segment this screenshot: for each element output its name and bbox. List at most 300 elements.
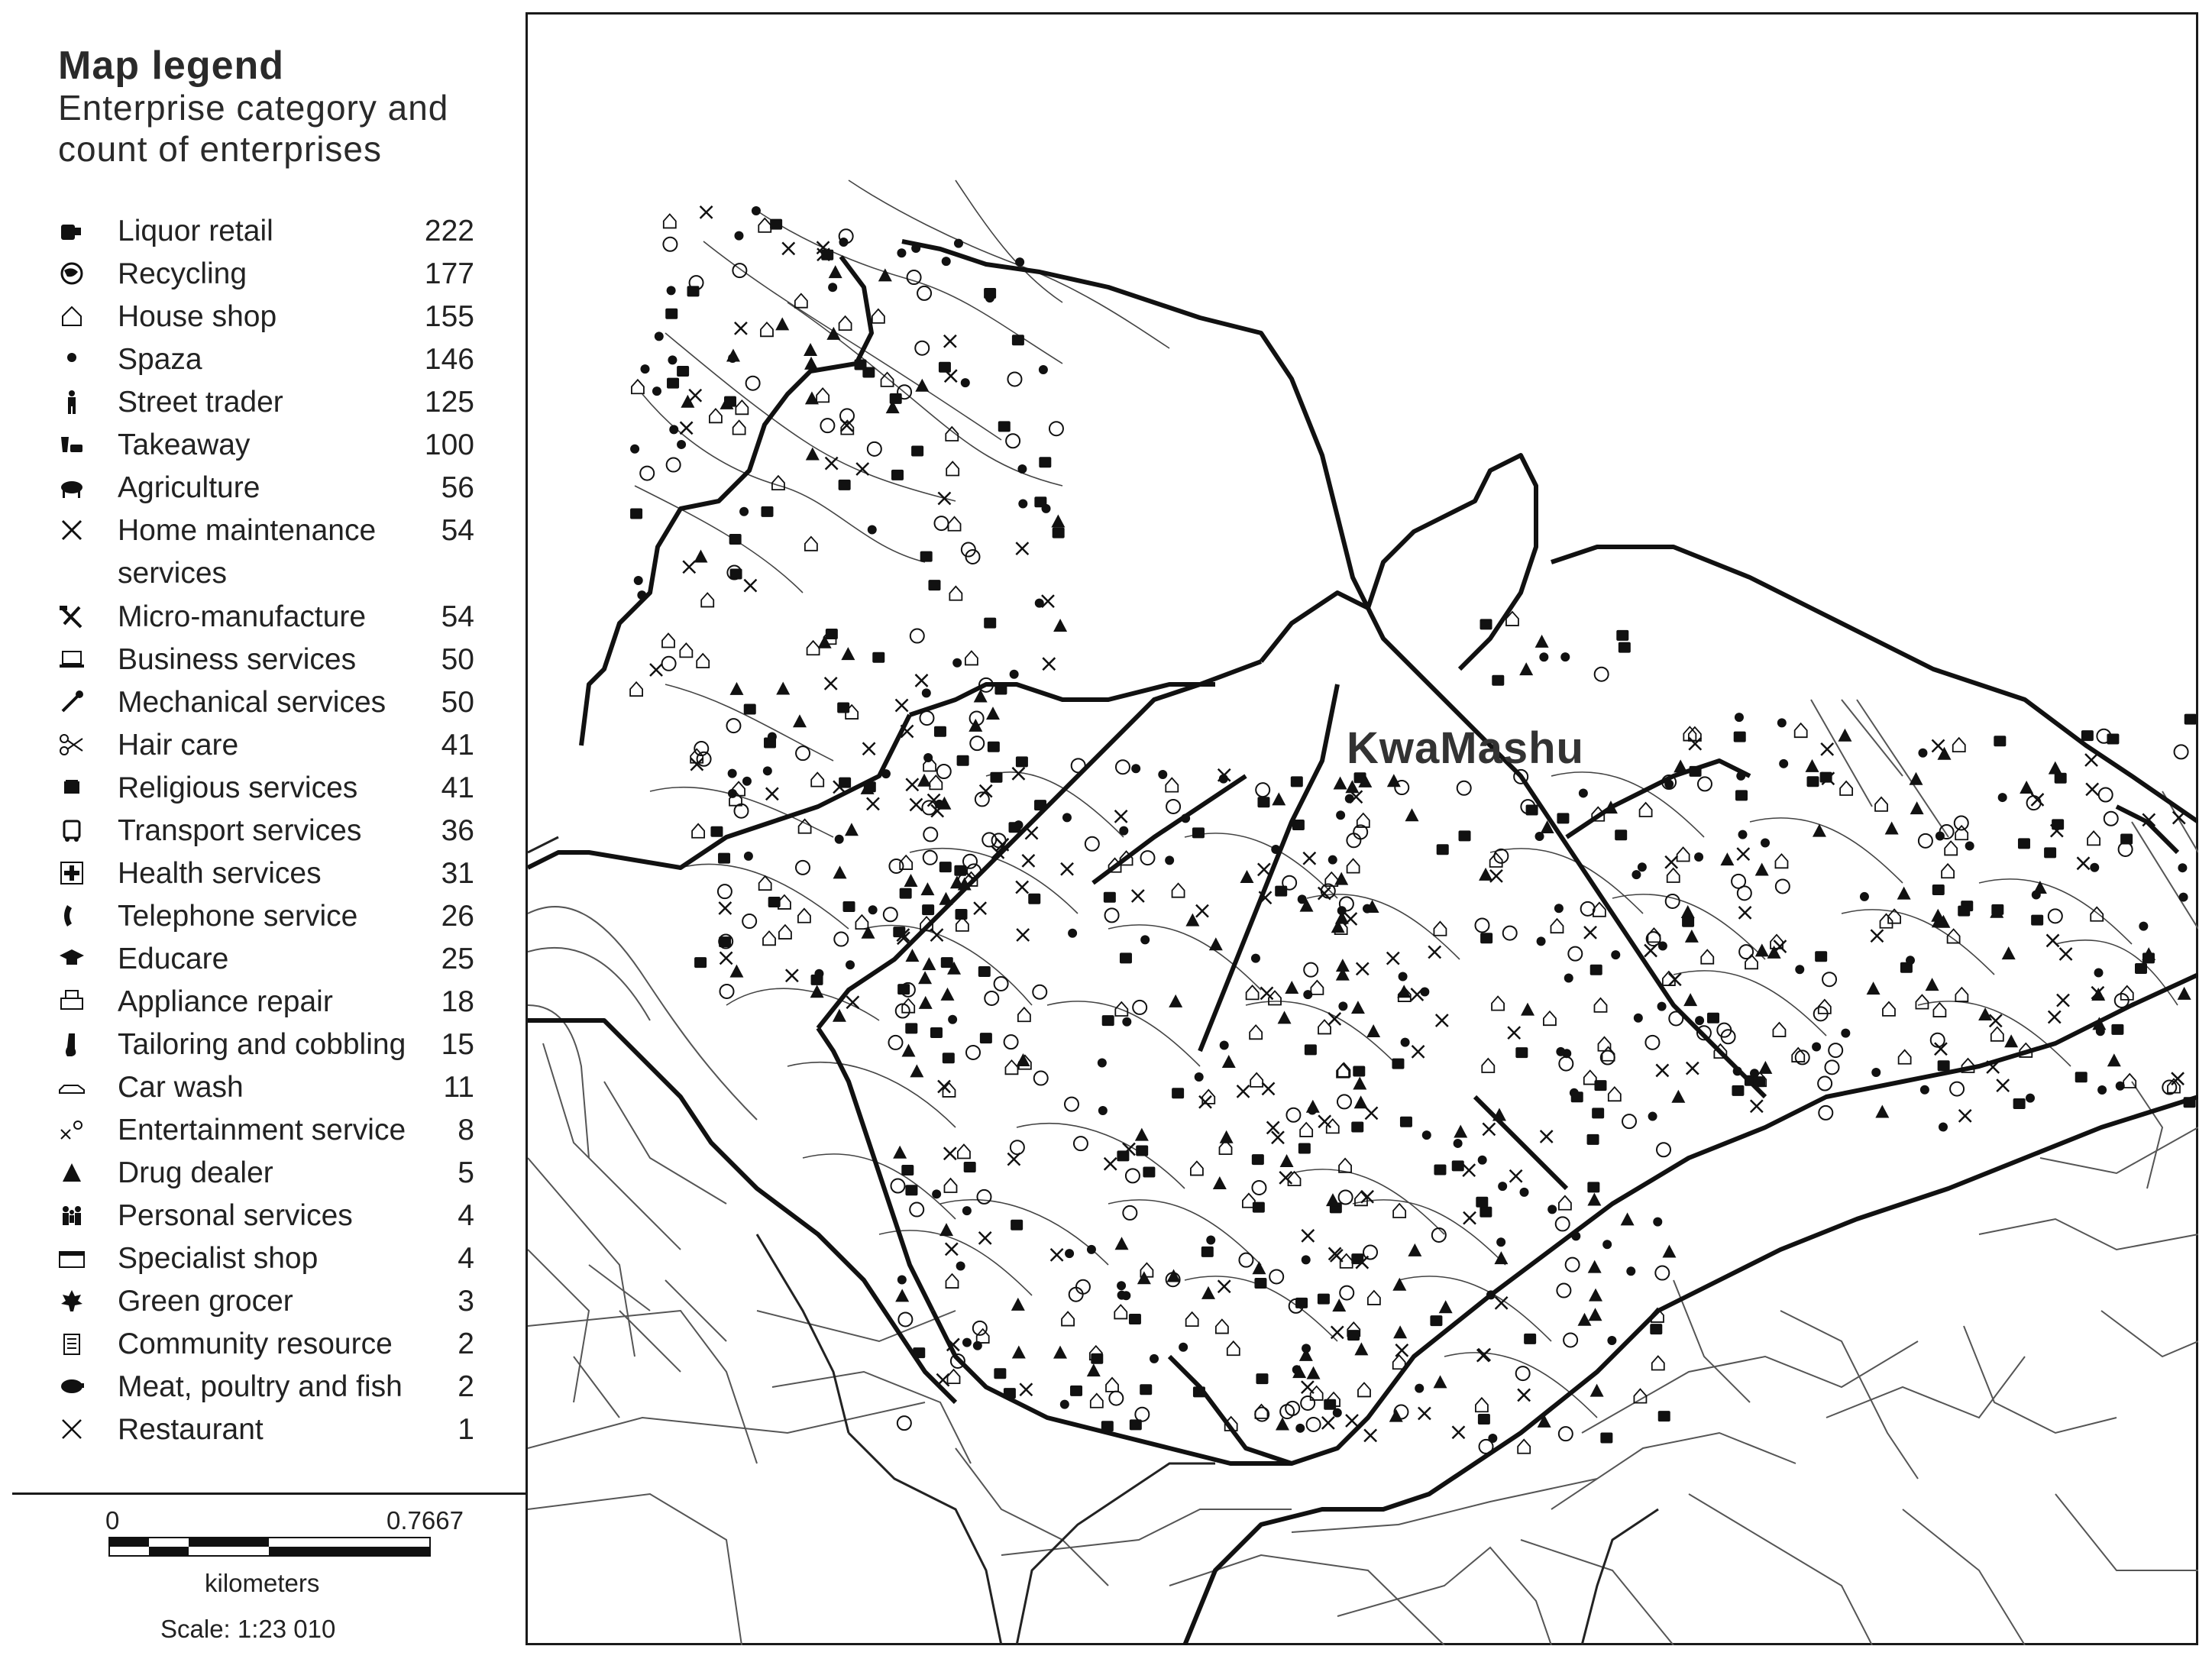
enterprise-symbol bbox=[1653, 1218, 1662, 1227]
enterprise-symbol bbox=[2139, 922, 2148, 931]
enterprise-symbol bbox=[1658, 1411, 1670, 1421]
enterprise-symbol bbox=[1568, 947, 1582, 961]
enterprise-symbol bbox=[1339, 1191, 1353, 1205]
enterprise-symbol bbox=[2026, 1094, 2035, 1103]
enterprise-symbol bbox=[896, 700, 908, 712]
enterprise-symbol bbox=[640, 364, 649, 374]
enterprise-symbol bbox=[1622, 1114, 1636, 1128]
enterprise-symbol bbox=[718, 853, 730, 864]
legend-item-count: 11 bbox=[443, 1071, 474, 1104]
enterprise-symbol bbox=[970, 736, 984, 750]
enterprise-symbol bbox=[1595, 668, 1609, 681]
enterprise-symbol bbox=[1518, 1440, 1530, 1454]
enterprise-symbol bbox=[2094, 969, 2104, 978]
enterprise-symbol bbox=[939, 1223, 953, 1236]
enterprise-symbol bbox=[2078, 857, 2090, 869]
enterprise-symbol bbox=[2119, 842, 2133, 856]
enterprise-symbol bbox=[973, 1341, 982, 1350]
enterprise-symbol bbox=[758, 218, 771, 232]
enterprise-symbol bbox=[1340, 897, 1353, 910]
enterprise-symbol bbox=[1053, 528, 1065, 538]
enterprise-symbol bbox=[1271, 845, 1280, 854]
enterprise-symbol bbox=[839, 238, 848, 247]
enterprise-symbol bbox=[1806, 759, 1819, 772]
enterprise-symbol bbox=[890, 393, 902, 404]
legend-item-count: 146 bbox=[424, 343, 474, 376]
enterprise-symbol bbox=[979, 1232, 991, 1244]
map-canvas[interactable] bbox=[528, 12, 2198, 1645]
legend-item-label: Micro-manufacture bbox=[118, 600, 367, 633]
enterprise-symbol bbox=[1632, 870, 1641, 879]
enterprise-symbol bbox=[872, 309, 884, 323]
enterprise-symbol bbox=[1255, 1405, 1267, 1418]
enterprise-symbol bbox=[1252, 1181, 1266, 1195]
enterprise-symbol bbox=[1250, 1073, 1263, 1087]
enterprise-symbol bbox=[1510, 1170, 1522, 1182]
enterprise-symbol bbox=[2049, 1011, 2061, 1023]
enterprise-symbol bbox=[1257, 797, 1269, 807]
enterprise-symbol bbox=[1598, 1037, 1610, 1051]
enterprise-symbol bbox=[1120, 952, 1132, 963]
enterprise-symbol bbox=[1658, 941, 1667, 950]
enterprise-symbol bbox=[2173, 812, 2185, 824]
enterprise-symbol bbox=[1815, 951, 1827, 962]
enterprise-symbol bbox=[1751, 1100, 1763, 1112]
enterprise-symbol bbox=[1773, 1023, 1785, 1036]
enterprise-symbol bbox=[1492, 997, 1504, 1011]
enterprise-symbol bbox=[1737, 848, 1749, 860]
enterprise-symbol bbox=[1994, 736, 2006, 746]
enterprise-symbol bbox=[1480, 619, 1492, 629]
enterprise-symbol bbox=[1665, 856, 1677, 868]
enterprise-symbol bbox=[1004, 1035, 1018, 1049]
enterprise-symbol bbox=[1720, 852, 1734, 865]
enterprise-symbol bbox=[1061, 863, 1073, 875]
enterprise-symbol bbox=[1347, 1330, 1360, 1340]
enterprise-symbol bbox=[1619, 642, 1631, 653]
enterprise-symbol bbox=[1020, 1383, 1032, 1395]
legend-item-label: Restaurant bbox=[118, 1413, 264, 1446]
legend-panel bbox=[12, 12, 528, 1645]
enterprise-symbol bbox=[1734, 732, 1746, 742]
enterprise-symbol bbox=[1454, 1139, 1463, 1148]
legend-item bbox=[12, 983, 528, 1026]
enterprise-symbol bbox=[776, 682, 790, 695]
legend-item bbox=[12, 426, 528, 469]
enterprise-symbol bbox=[905, 1023, 917, 1033]
enterprise-symbol bbox=[1634, 1389, 1646, 1403]
enterprise-symbol bbox=[1657, 1002, 1667, 1011]
enterprise-symbol bbox=[891, 1179, 904, 1193]
enterprise-symbol bbox=[710, 409, 722, 422]
enterprise-symbol bbox=[915, 341, 929, 355]
enterprise-symbol bbox=[1919, 834, 1932, 848]
legend-item-count: 1 bbox=[458, 1413, 474, 1446]
enterprise-symbol bbox=[948, 1015, 957, 1024]
legend-item bbox=[12, 255, 528, 298]
enterprise-symbol bbox=[1932, 739, 1945, 752]
enterprise-symbol bbox=[1938, 747, 1952, 760]
legend-item-count: 26 bbox=[441, 900, 474, 933]
enterprise-symbol bbox=[1434, 1165, 1446, 1176]
enterprise-symbol bbox=[1602, 1047, 1615, 1061]
enterprise-symbol bbox=[964, 1162, 976, 1172]
enterprise-symbol bbox=[1579, 788, 1588, 797]
enterprise-symbol bbox=[1698, 777, 1712, 791]
enterprise-symbol bbox=[1117, 1281, 1126, 1290]
enterprise-symbol bbox=[710, 826, 723, 837]
enterprise-symbol bbox=[1247, 985, 1259, 999]
enterprise-symbol bbox=[901, 1043, 915, 1056]
enterprise-symbol bbox=[1332, 1298, 1346, 1311]
enterprise-symbol bbox=[1515, 1047, 1528, 1058]
enterprise-symbol bbox=[1049, 422, 1063, 435]
enterprise-symbol bbox=[998, 421, 1011, 432]
legend-item-label: Business services bbox=[118, 643, 357, 676]
enterprise-symbol bbox=[1304, 963, 1318, 977]
entertainment-icon bbox=[57, 1114, 87, 1145]
enterprise-symbol bbox=[650, 664, 662, 676]
enterprise-symbol bbox=[1087, 1245, 1096, 1254]
enterprise-symbol bbox=[2175, 745, 2188, 758]
enterprise-symbol bbox=[1016, 1053, 1030, 1066]
enterprise-symbol bbox=[1116, 760, 1130, 774]
enterprise-symbol bbox=[1483, 1123, 1495, 1135]
legend-item-label: Recycling bbox=[118, 257, 247, 290]
enterprise-symbol bbox=[680, 643, 692, 657]
enterprise-symbol bbox=[1085, 837, 1099, 851]
enterprise-symbol bbox=[1017, 464, 1027, 474]
legend-item-count: 25 bbox=[441, 943, 474, 975]
enterprise-symbol bbox=[1282, 876, 1296, 890]
legend-item-label: Spaza bbox=[118, 343, 202, 376]
enterprise-symbol bbox=[720, 952, 732, 964]
enterprise-symbol bbox=[1034, 800, 1046, 810]
legend-item-label: Meat, poultry and fish bbox=[118, 1370, 403, 1403]
enterprise-symbol bbox=[1701, 950, 1713, 964]
enterprise-symbol bbox=[1302, 1255, 1311, 1264]
enterprise-symbol bbox=[917, 774, 931, 787]
enterprise-symbol bbox=[1006, 434, 1020, 448]
enterprise-symbol bbox=[1547, 1205, 1557, 1214]
enterprise-symbol bbox=[1018, 1007, 1030, 1021]
legend-item bbox=[12, 641, 528, 684]
enterprise-symbol bbox=[1122, 1017, 1131, 1027]
enterprise-symbol bbox=[1140, 851, 1154, 865]
enterprise-symbol bbox=[1735, 713, 1744, 722]
scalebar-bar bbox=[108, 1537, 445, 1558]
enterprise-symbol bbox=[910, 1064, 923, 1077]
enterprise-symbol bbox=[835, 835, 844, 844]
enterprise-symbol bbox=[1899, 1050, 1911, 1064]
enterprise-symbol bbox=[1256, 1373, 1268, 1384]
enterprise-symbol bbox=[1539, 652, 1548, 661]
enterprise-symbol bbox=[1087, 1363, 1101, 1376]
enterprise-symbol bbox=[1965, 841, 1974, 850]
enterprise-symbol bbox=[916, 674, 928, 687]
enterprise-symbol bbox=[1401, 1038, 1410, 1047]
enterprise-symbol bbox=[1201, 1247, 1214, 1257]
enterprise-symbol bbox=[1258, 863, 1270, 875]
place-label-kwamashu: KwaMashu bbox=[1347, 723, 1584, 773]
legend-item-count: 18 bbox=[441, 985, 474, 1018]
enterprise-symbol bbox=[630, 682, 642, 696]
enterprise-symbol bbox=[768, 732, 777, 741]
enterprise-symbol bbox=[1991, 1027, 2003, 1041]
enterprise-symbol bbox=[1292, 1365, 1302, 1374]
legend-item-label: House shop bbox=[118, 300, 277, 333]
enterprise-symbol bbox=[2033, 881, 2047, 894]
enterprise-symbol bbox=[1017, 929, 1029, 941]
legend-item-label: Health services bbox=[118, 857, 322, 890]
enterprise-symbol bbox=[814, 969, 823, 978]
enterprise-symbol bbox=[1366, 1024, 1380, 1037]
enterprise-symbol bbox=[1655, 1266, 1669, 1280]
enterprise-symbol bbox=[1065, 1098, 1079, 1111]
enterprise-symbol bbox=[1609, 1087, 1621, 1101]
enterprise-symbol bbox=[2002, 946, 2016, 959]
enterprise-symbol bbox=[752, 206, 761, 215]
enterprise-symbol bbox=[1206, 1235, 1215, 1244]
enterprise-symbol bbox=[782, 242, 794, 254]
triangle-icon bbox=[57, 1157, 87, 1188]
enterprise-symbol bbox=[1318, 1294, 1330, 1305]
enterprise-symbol bbox=[729, 534, 742, 545]
enterprise-symbol bbox=[1537, 936, 1546, 946]
enterprise-symbol bbox=[1932, 884, 1945, 895]
enterprise-symbol bbox=[1739, 907, 1751, 919]
enterprise-symbol bbox=[977, 1329, 989, 1343]
enterprise-symbol bbox=[1004, 1388, 1016, 1399]
enterprise-symbol bbox=[1648, 1112, 1657, 1121]
enterprise-symbol bbox=[1677, 848, 1690, 862]
enterprise-symbol bbox=[1945, 841, 1957, 855]
enterprise-symbol bbox=[1871, 930, 1883, 942]
enterprise-symbol bbox=[775, 317, 789, 330]
tools-cross-icon bbox=[57, 515, 87, 545]
enterprise-symbol bbox=[796, 861, 810, 875]
enterprise-symbol bbox=[1476, 1398, 1488, 1412]
enterprise-symbol bbox=[1395, 781, 1408, 794]
enterprise-symbol bbox=[1587, 1134, 1599, 1145]
enterprise-symbol bbox=[907, 270, 921, 284]
enterprise-symbol bbox=[1042, 595, 1054, 607]
enterprise-symbol bbox=[988, 742, 1000, 752]
enterprise-symbol bbox=[1150, 1354, 1159, 1363]
enterprise-symbol bbox=[868, 442, 881, 456]
enterprise-symbol bbox=[839, 316, 852, 330]
enterprise-symbol bbox=[1237, 1085, 1250, 1098]
legend-item-label: Specialist shop bbox=[118, 1242, 319, 1275]
enterprise-symbol bbox=[1104, 1158, 1117, 1170]
enterprise-symbol bbox=[1566, 1258, 1580, 1272]
legend-item-count: 56 bbox=[441, 471, 474, 504]
scalebar-unit: kilometers bbox=[205, 1569, 320, 1597]
enterprise-symbol bbox=[1920, 1085, 1929, 1095]
enterprise-symbol bbox=[630, 509, 642, 519]
enterprise-symbol bbox=[826, 458, 838, 470]
enterprise-symbol bbox=[1935, 1043, 1947, 1055]
enterprise-symbol bbox=[1062, 1312, 1074, 1326]
enterprise-symbol bbox=[1016, 881, 1028, 893]
enterprise-symbol bbox=[946, 1243, 958, 1255]
enterprise-symbol bbox=[2111, 1024, 2123, 1035]
enterprise-symbol bbox=[796, 746, 810, 760]
legend-item bbox=[12, 812, 528, 855]
enterprise-symbol bbox=[1508, 1027, 1520, 1039]
enterprise-symbol bbox=[1942, 864, 1954, 878]
enterprise-symbol bbox=[1011, 1298, 1025, 1311]
enterprise-symbol bbox=[962, 1338, 972, 1347]
legend-item bbox=[12, 1154, 528, 1197]
enterprise-symbol bbox=[761, 506, 773, 517]
enterprise-symbol bbox=[1475, 918, 1489, 932]
legend-item bbox=[12, 512, 528, 590]
enterprise-symbol bbox=[665, 309, 678, 319]
enterprise-symbol bbox=[900, 888, 912, 899]
enterprise-symbol bbox=[726, 719, 740, 732]
enterprise-symbol bbox=[1488, 1434, 1497, 1443]
enterprise-symbol bbox=[1129, 1314, 1141, 1324]
enterprise-symbol bbox=[1307, 1418, 1321, 1431]
legend-item-count: 8 bbox=[458, 1114, 474, 1146]
enterprise-symbol bbox=[2107, 1053, 2121, 1066]
legend-item-count: 4 bbox=[458, 1242, 474, 1275]
enterprise-symbol bbox=[897, 1276, 907, 1285]
enterprise-symbol bbox=[1123, 1206, 1137, 1220]
enterprise-symbol bbox=[1958, 906, 1970, 917]
enterprise-symbol bbox=[958, 1145, 970, 1159]
enterprise-symbol bbox=[1753, 1076, 1765, 1087]
enterprise-symbol bbox=[632, 380, 644, 393]
enterprise-symbol bbox=[1169, 994, 1182, 1007]
enterprise-symbol bbox=[868, 525, 877, 534]
enterprise-symbol bbox=[2085, 754, 2097, 766]
enterprise-symbol bbox=[994, 684, 1007, 695]
enterprise-symbol bbox=[1240, 870, 1253, 883]
enterprise-symbol bbox=[1256, 783, 1269, 797]
enterprise-symbol bbox=[1308, 1106, 1317, 1115]
legend-item-count: 100 bbox=[424, 428, 474, 461]
enterprise-symbol bbox=[736, 400, 748, 414]
enterprise-symbol bbox=[1664, 779, 1674, 788]
enterprise-symbol bbox=[994, 1368, 1006, 1379]
enterprise-symbol bbox=[667, 458, 681, 472]
enterprise-symbol bbox=[1408, 1243, 1421, 1256]
enterprise-symbol bbox=[1368, 1291, 1380, 1305]
enterprise-symbol bbox=[1354, 1342, 1368, 1355]
enterprise-symbol bbox=[949, 587, 962, 600]
enterprise-symbol bbox=[920, 711, 933, 725]
enterprise-symbol bbox=[1393, 1204, 1405, 1218]
enterprise-symbol bbox=[798, 909, 810, 923]
enterprise-symbol bbox=[1068, 929, 1077, 938]
enterprise-symbol bbox=[1881, 914, 1893, 928]
enterprise-symbol bbox=[922, 688, 931, 697]
legend-item-count: 15 bbox=[441, 1028, 474, 1061]
legend-item bbox=[12, 212, 528, 255]
enterprise-symbol bbox=[1838, 729, 1851, 742]
enterprise-symbol bbox=[2135, 963, 2147, 974]
enterprise-symbol bbox=[1106, 1378, 1118, 1392]
pig-icon bbox=[57, 1371, 87, 1402]
enterprise-symbol bbox=[1906, 956, 1915, 965]
enterprise-symbol bbox=[1140, 1384, 1152, 1395]
enterprise-symbol bbox=[863, 742, 875, 755]
enterprise-symbol bbox=[1521, 1003, 1534, 1016]
enterprise-symbol bbox=[689, 390, 701, 402]
enterprise-symbol bbox=[2184, 1097, 2196, 1108]
enterprise-symbol bbox=[902, 999, 914, 1013]
enterprise-symbol bbox=[652, 386, 661, 396]
enterprise-symbol bbox=[905, 949, 919, 962]
enterprise-symbol bbox=[2055, 773, 2067, 784]
enterprise-symbol bbox=[793, 714, 807, 727]
enterprise-symbol bbox=[1689, 738, 1701, 750]
legend-item-label: Liquor retail bbox=[118, 215, 273, 247]
enterprise-symbol bbox=[1387, 952, 1399, 965]
enterprise-symbol bbox=[1615, 830, 1627, 840]
enterprise-symbol bbox=[939, 862, 952, 872]
enterprise-symbol bbox=[1931, 909, 1945, 922]
enterprise-symbol bbox=[1251, 954, 1260, 963]
enterprise-symbol bbox=[1437, 844, 1449, 855]
enterprise-symbol bbox=[1821, 743, 1833, 755]
enterprise-symbol bbox=[1012, 335, 1024, 345]
enterprise-symbol bbox=[1412, 1046, 1425, 1058]
health-cross-icon bbox=[57, 858, 87, 888]
enterprise-symbol bbox=[1541, 1130, 1553, 1143]
enterprise-symbol bbox=[1279, 1172, 1292, 1184]
enterprise-symbol bbox=[1776, 879, 1790, 893]
scalebar-start-label: 0 bbox=[105, 1506, 120, 1534]
enterprise-symbol bbox=[1463, 1212, 1476, 1224]
enterprise-symbol bbox=[1997, 1079, 2009, 1091]
legend-item bbox=[12, 1411, 528, 1454]
enterprise-symbol bbox=[1671, 1090, 1685, 1103]
enterprise-symbols bbox=[630, 206, 2197, 1454]
enterprise-symbol bbox=[761, 322, 773, 336]
enterprise-symbol bbox=[922, 957, 936, 970]
enterprise-symbol bbox=[1428, 946, 1441, 959]
enterprise-symbol bbox=[1482, 1059, 1494, 1072]
enterprise-symbol bbox=[1918, 749, 1927, 758]
enterprise-symbol bbox=[2099, 788, 2113, 802]
enterprise-symbol bbox=[1051, 1249, 1063, 1261]
enterprise-symbol bbox=[1478, 1156, 1487, 1165]
legend-item-label: Entertainment service bbox=[118, 1114, 406, 1146]
enterprise-symbol bbox=[1364, 1429, 1376, 1441]
enterprise-symbol bbox=[986, 707, 1000, 720]
enterprise-symbol bbox=[1819, 1106, 1832, 1120]
enterprise-symbol bbox=[1028, 894, 1040, 904]
enterprise-symbol bbox=[1334, 777, 1347, 790]
enterprise-symbol bbox=[1328, 855, 1337, 865]
legend-item-count: 31 bbox=[441, 857, 474, 890]
legend-subtitle: Enterprise category and count of enterprises bbox=[58, 88, 449, 169]
enterprise-symbol bbox=[1272, 792, 1285, 805]
enterprise-symbol bbox=[1216, 1320, 1228, 1334]
enterprise-symbol bbox=[910, 1203, 923, 1217]
enterprise-symbol bbox=[1634, 1014, 1643, 1023]
enterprise-symbol bbox=[1137, 1271, 1151, 1284]
enterprise-symbol bbox=[1584, 1071, 1596, 1085]
book-icon bbox=[57, 772, 87, 803]
enterprise-symbol bbox=[2060, 948, 2072, 960]
enterprise-symbol bbox=[845, 823, 859, 836]
enterprise-symbol bbox=[1358, 1382, 1370, 1396]
enterprise-symbol bbox=[1559, 1057, 1573, 1071]
